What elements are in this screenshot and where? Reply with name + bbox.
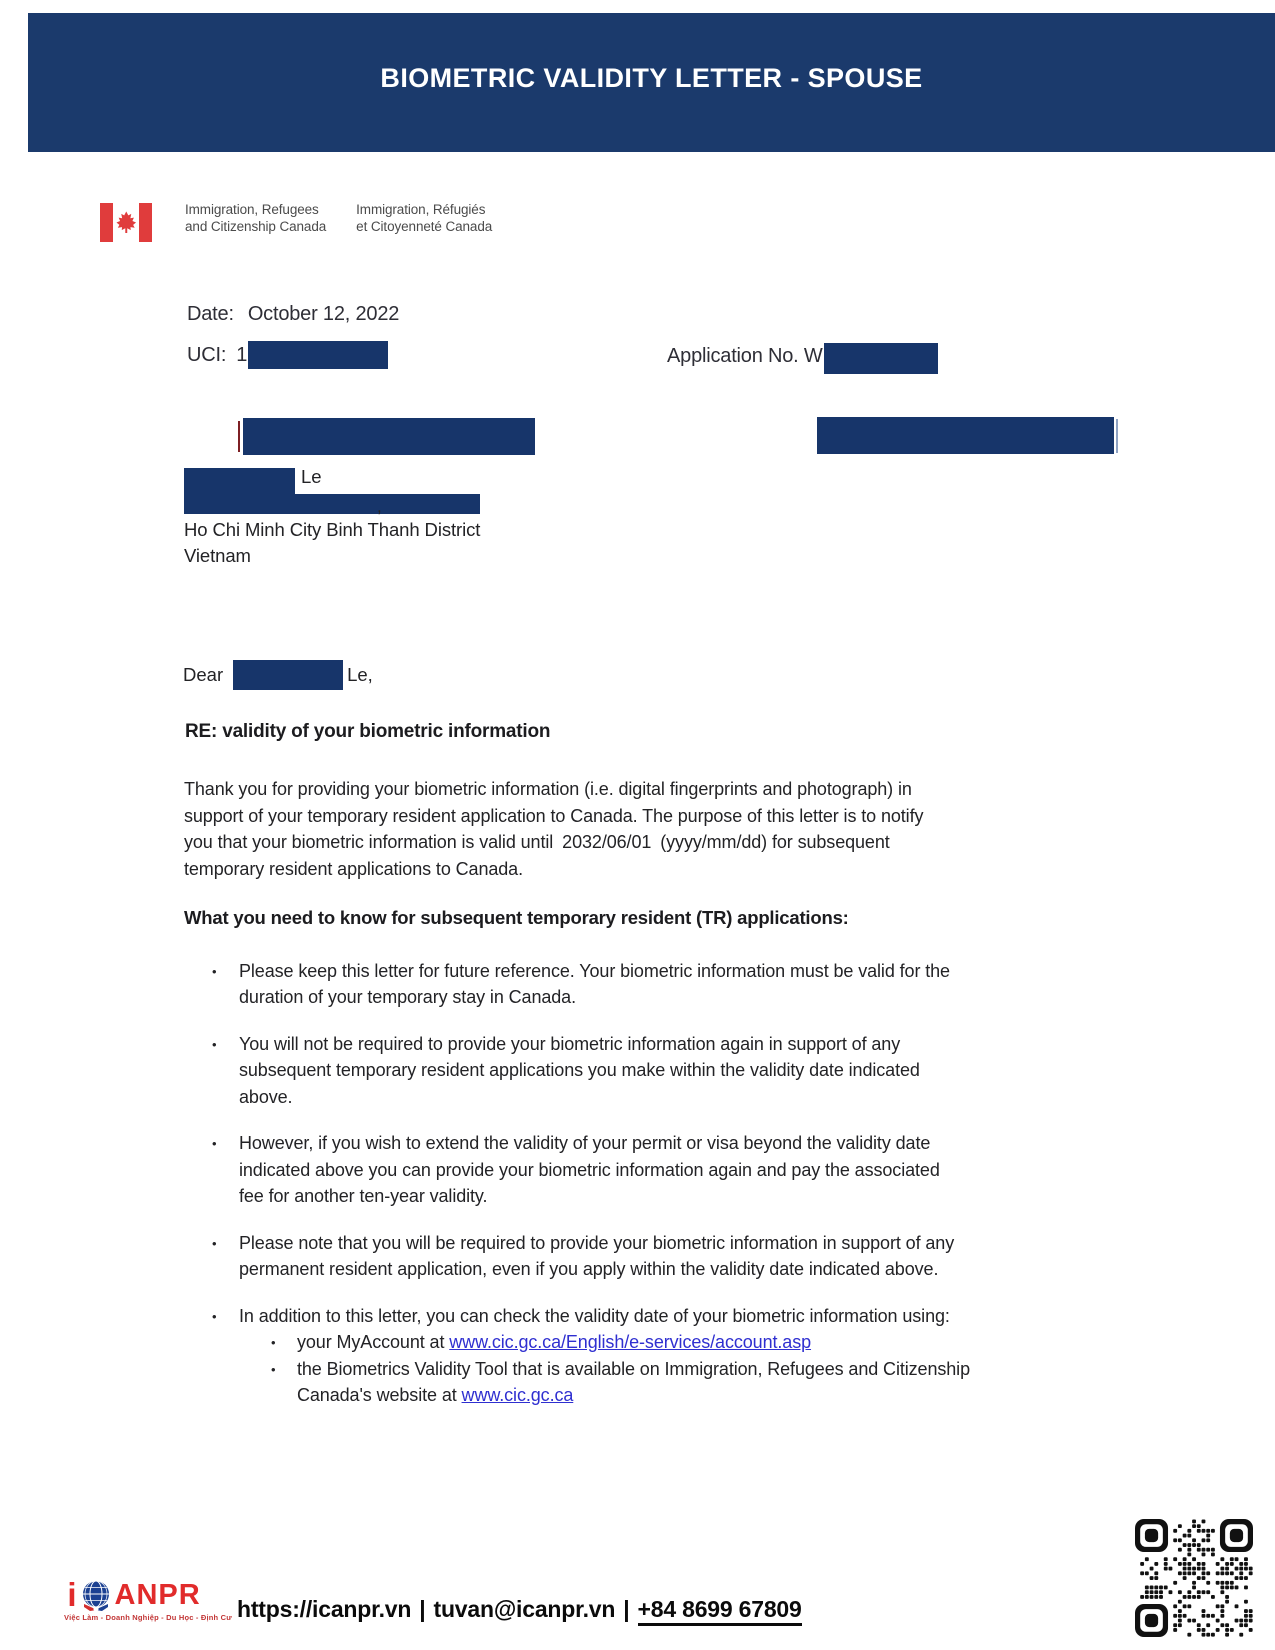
bullet-list — [184, 958, 1070, 1409]
bullet-icon: • — [271, 1361, 276, 1377]
address-city-line: Ho Chi Minh City Binh Thanh District — [184, 519, 481, 540]
section-heading: What you need to know for subsequent temporary resident (TR) applications: — [184, 907, 849, 928]
application-number-row — [667, 341, 938, 372]
bullet-icon: • — [212, 1036, 217, 1052]
date-row — [187, 303, 399, 326]
bullet-icon: • — [212, 1235, 217, 1251]
address-comma: , — [377, 497, 382, 516]
salutation-suffix: Le, — [347, 664, 373, 685]
redaction-box-application-number — [824, 343, 938, 374]
bullet-icon: • — [212, 963, 217, 979]
myaccount-link[interactable]: www.cic.gc.ca/English/e-services/account.asp — [449, 1332, 812, 1352]
redaction-box-address-right — [817, 417, 1114, 454]
redaction-box-address-left — [243, 418, 535, 455]
letter-body — [184, 776, 1070, 1409]
application-number-label: Application No. W — [667, 345, 823, 367]
redaction-box-street — [184, 494, 480, 514]
ircc-name-english: Immigration, Refugees and Citizenship Canada — [185, 202, 327, 234]
intro-paragraph: Thank you for providing your biometric information (i.e. digital fingerprints and photograph) in support of your temporary resident application to Canada. The purpose of this letter is to notify you that your biometric information is valid until 2032/06/01 (yyyy/mm/dd) for subsequent temporary resident applications to Canada. — [184, 779, 924, 879]
biometrics-valid-until-date: 2032/06/01 — [562, 832, 652, 852]
uci-visible-digit: 1 — [236, 343, 248, 366]
cic-website-link[interactable]: www.cic.gc.ca — [461, 1385, 574, 1405]
address-country: Vietnam — [184, 545, 251, 566]
uci-row — [187, 341, 388, 369]
date-label: Date: — [187, 303, 234, 325]
redaction-box-uci — [248, 341, 388, 369]
footer-email: tuvan@icanpr.vn — [433, 1596, 616, 1622]
bullet-no-reenrolment: • You will not be required to provide your biometric information again in support of any subsequent temporary resident applications you make within the validity date indicated above. — [212, 1033, 920, 1107]
ircc-signature — [100, 201, 492, 242]
scan-artifact-line-2 — [1116, 419, 1118, 453]
bullet-icon: • — [212, 1136, 217, 1151]
qr-code — [1135, 1519, 1253, 1637]
icanpr-logo — [64, 1576, 232, 1622]
date-value: October 12, 2022 — [247, 303, 400, 325]
sub-bullet-list — [239, 1329, 1070, 1409]
icanpr-logo-text: ANPR — [114, 1579, 201, 1611]
bullet-icon: • — [271, 1335, 276, 1350]
salutation-prefix: Dear — [183, 664, 224, 685]
sub-bullet-validity-tool: • the Biometrics Validity Tool that is available on Immigration, Refugees and Citizenship Canada's website at www.cic.gc.ca — [271, 1358, 970, 1405]
letter-banner — [28, 13, 1275, 152]
icanpr-logo-i: i — [67, 1576, 77, 1613]
scan-artifact-line — [238, 421, 240, 452]
address-name-suffix: Le — [301, 466, 322, 487]
footer-contact-line: https://icanpr.vn | tuvan@icanpr.vn | +84 8699 67809 — [237, 1596, 802, 1623]
footer-website: https://icanpr.vn — [237, 1596, 412, 1622]
uci-label: UCI: — [187, 343, 227, 366]
redaction-box-salutation-name — [233, 660, 343, 690]
salutation — [183, 660, 373, 690]
icanpr-tagline: Việc Làm - Doanh Nghiệp - Du Học - Định Cư — [64, 1613, 232, 1622]
globe-handshake-icon — [78, 1578, 114, 1614]
canada-flag-icon — [100, 203, 152, 242]
bullet-check-validity: • In addition to this letter, you can check the validity date of your biometric information using: • your MyAccount at www.cic.gc.ca/English/e-services/account.asp • the Biometrics Validity Tool that is available on Immigration, Refugees and Citizenship Canada's website at www.cic.gc.ca — [184, 1303, 1070, 1409]
subject-line: RE: validity of your biometric information — [185, 721, 551, 742]
bullet-keep-letter: • Please keep this letter for future reference. Your biometric information must be valid for the duration of your temporary stay in Canada. — [212, 960, 950, 1007]
ircc-name-french: Immigration, Réfugiés et Citoyenneté Canada — [356, 202, 493, 234]
footer-phone-link[interactable]: +84 8699 67809 — [638, 1596, 802, 1626]
bullet-icon: • — [212, 1308, 217, 1324]
sub-bullet-myaccount: • your MyAccount at www.cic.gc.ca/English/e-services/account.asp — [239, 1329, 1070, 1356]
letter-title: BIOMETRIC VALIDITY LETTER - SPOUSE — [380, 63, 923, 93]
bullet-permanent-resident: • Please note that you will be required to provide your biometric information in support of any permanent resident application, even if you apply within the validity date indicated above. — [212, 1232, 955, 1279]
bullet-extend-validity: • However, if you wish to extend the validity of your permit or visa beyond the validity date indicated above you can provide your biometric information again and pay the associated fee for another ten-year validity. — [212, 1133, 940, 1206]
